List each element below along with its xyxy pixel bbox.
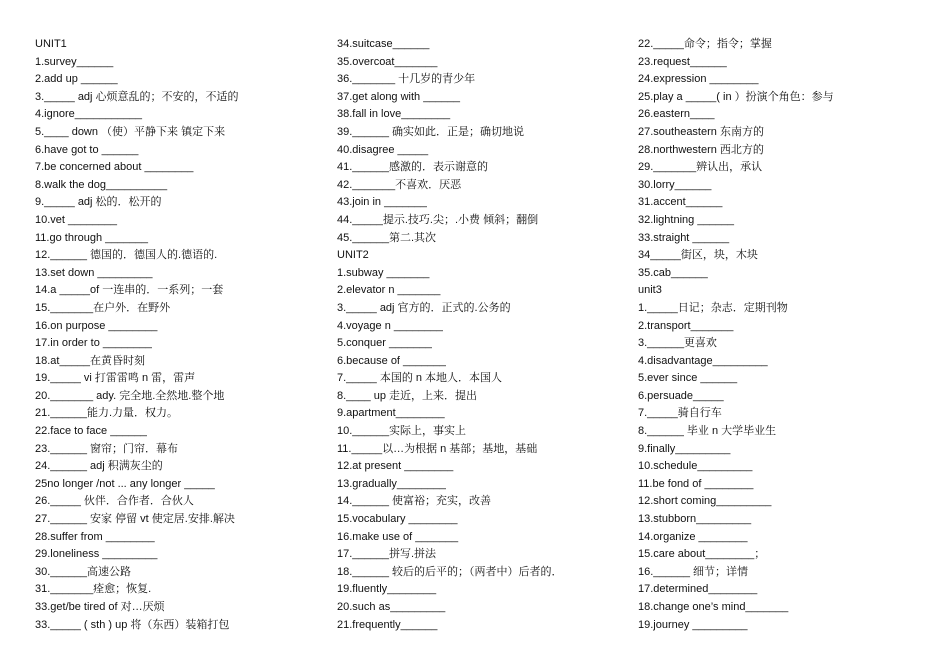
vocab-line: 14.organize ________ [638,530,748,543]
vocab-line: 19.fluently________ [337,583,437,596]
vocab-line: 36._______ 十几岁的青少年 [337,73,476,86]
vocab-line: 44._____提示.技巧.尖；.小费 倾斜；翻倒 [337,213,539,226]
column-2 [337,36,627,634]
vocab-line: 4.disadvantage_________ [638,354,768,367]
vocab-line: 3._____ adj 官方的．正式的.公务的 [337,301,511,314]
vocab-line: 4.ignore___________ [35,108,143,121]
vocab-line: 20.such as_________ [337,601,446,613]
vocab-line: 9.apartment________ [337,407,445,420]
vocab-line: 1.subway _______ [337,266,430,279]
vocab-line: 31._______痊愈；恢复. [35,583,152,596]
vocab-line: 17.in order to ________ [35,337,152,350]
vocab-line: 41.______感激的．表示谢意的 [337,161,488,174]
vocab-line: 21.______能力.力量．权力。 [35,407,179,420]
vocab-line: 14.______ 使富裕；充实，改善 [337,495,492,508]
vocab-line: 25no longer /not ... any longer _____ [35,477,215,490]
vocab-line: 13.gradually________ [337,477,446,490]
column-1 [35,36,325,634]
vocab-line: 15.care about________； [638,548,766,561]
vocab-line: 27.southeastern 东南方的 [638,125,764,138]
vocab-line: 24.expression ________ [638,73,759,86]
vocab-line: 11.go through _______ [35,231,148,244]
vocab-line: 26._____ 伙伴．合作者．合伙人 [35,495,194,508]
vocab-line: 43.join in _______ [337,196,427,209]
vocab-line: 17.determined________ [638,583,758,596]
vocab-line: 8.______ 毕业 n 大学毕业生 [638,425,777,438]
vocab-line: 3.______更喜欢 [638,337,717,350]
vocab-line: 8.____ up 走近，上来．提出 [337,389,477,402]
vocab-line: 37.get along with ______ [337,90,460,103]
vocab-line: 29._______辨认出，承认 [638,161,763,174]
vocab-line: 34_____街区，块，木块 [638,249,758,262]
vocab-line: 10.vet ________ [35,213,117,226]
vocab-line: 2.elevator n _______ [337,284,441,297]
vocab-line: 45.______第二.其次 [337,231,437,244]
unit-heading: unit3 [638,284,662,297]
vocab-line: 18.at_____在黄昏时刻 [35,354,146,367]
vocab-line: 7._____骑自行车 [638,407,722,420]
vocab-line: 29.loneliness _________ [35,548,158,561]
vocab-line: 10.______实际上，事实上 [337,425,466,438]
vocab-line: 16.make use of _______ [337,530,459,543]
vocab-line: 5.ever since ______ [638,372,738,385]
vocab-line: 1._____日记；杂志．定期刊物 [638,301,788,314]
vocab-line: 3._____ adj 心烦意乱的；不安的，不适的 [35,90,239,103]
vocab-line: 32.lightning ______ [638,213,735,226]
vocab-line: 8.walk the dog__________ [35,178,168,191]
vocab-line: 38.fall in love________ [337,108,451,121]
vocab-line: 40.disagree _____ [337,143,429,156]
vocab-line: 35.overcoat_______ [337,55,438,68]
column-1-heading: UNIT1 [35,38,67,50]
vocab-line: 33._____ ( sth ) up 将（东西）装箱打包 [35,618,230,631]
vocab-line: 35.cab______ [638,266,708,279]
vocab-line: 13.stubborn_________ [638,513,752,526]
vocab-line: 17.______拼写.拼法 [337,548,437,561]
vocab-line: 12.at present ________ [337,460,454,473]
vocab-line: 9.finally_________ [638,442,731,455]
vocab-line: 11._____以…为根据 n 基部；基地，基础 [337,442,538,455]
vocab-line: 6.because of _______ [337,354,446,367]
vocab-line: 33.straight ______ [638,231,730,244]
vocab-line: 23.request______ [638,55,727,68]
vocab-line: 5.conquer _______ [337,337,432,350]
vocab-line: 1.survey______ [35,55,114,68]
vocab-line: 11.be fond of ________ [638,477,754,490]
vocab-line: 28.suffer from ________ [35,530,155,543]
vocab-line: 42._______不喜欢．厌恶 [337,178,462,191]
vocab-line: 25.play a _____( in ）扮演个角色：参与 [638,90,834,103]
vocab-line: 39.______ 确实如此．正是；确切地说 [337,125,525,138]
vocab-line: 19._____ vi 打雷雷鸣 n 雷，雷声 [35,372,196,385]
vocab-line: 12.short coming_________ [638,495,772,508]
vocab-line: 15._______在户外．在野外 [35,301,171,314]
vocab-line: 34.suitcase______ [337,38,430,50]
vocab-line: 16.______ 细节；详情 [638,565,749,578]
vocab-line: 5.____ down （使）平静下来 镇定下来 [35,125,226,138]
vocab-line: 4.voyage n ________ [337,319,443,332]
vocab-line: 30.______高速公路 [35,565,131,578]
vocab-line: 6.persuade_____ [638,389,724,402]
vocab-line: 7.be concerned about ________ [35,161,194,174]
vocab-line: 22.face to face ______ [35,425,147,438]
vocab-line: 10.schedule_________ [638,460,753,473]
vocab-line: 12.______ 德国的．德国人的.德语的. [35,249,218,262]
vocab-line: 23.______ 窗帘；门帘．幕布 [35,442,179,455]
vocab-line: 20._______ ady. 完全地.全然地.整个地 [35,389,225,402]
vocab-line: 13.set down _________ [35,266,153,279]
vocab-line: 33.get/be tired of 对…厌烦 [35,601,165,613]
vocab-line: 19.journey _________ [638,618,748,631]
vocab-line: 2.add up ______ [35,73,118,86]
vocab-line: 18.______ 较后的后平的；（两者中）后者的． [337,565,563,578]
vocab-line: 26.eastern____ [638,108,715,121]
vocab-line: 18.change one’s mind_______ [638,601,789,613]
vocab-line: 22._____命令；指令；掌握 [638,38,772,50]
vocab-line: 14.a _____of 一连串的．一系列；一套 [35,284,224,297]
vocab-line: 15.vocabulary ________ [337,513,458,526]
vocab-line: 21.frequently______ [337,618,438,631]
vocab-line: 9._____ adj 松的．松开的 [35,196,162,209]
vocab-line: 6.have got to ______ [35,143,139,156]
vocab-line: 16.on purpose ________ [35,319,158,332]
column-3 [638,36,928,634]
vocab-line: 28.northwestern 西北方的 [638,143,764,156]
vocab-line: 7._____ 本国的 n 本地人．本国人 [337,372,503,385]
vocab-line: 24.______ adj 积满灰尘的 [35,460,163,473]
vocab-line: 27.______ 安家 停留 vt 使定居.安排.解决 [35,513,235,526]
vocab-line: 2.transport_______ [638,319,734,332]
vocab-line: 31.accent______ [638,196,723,209]
vocab-line: 30.lorry______ [638,178,712,191]
unit-heading: UNIT2 [337,249,369,262]
